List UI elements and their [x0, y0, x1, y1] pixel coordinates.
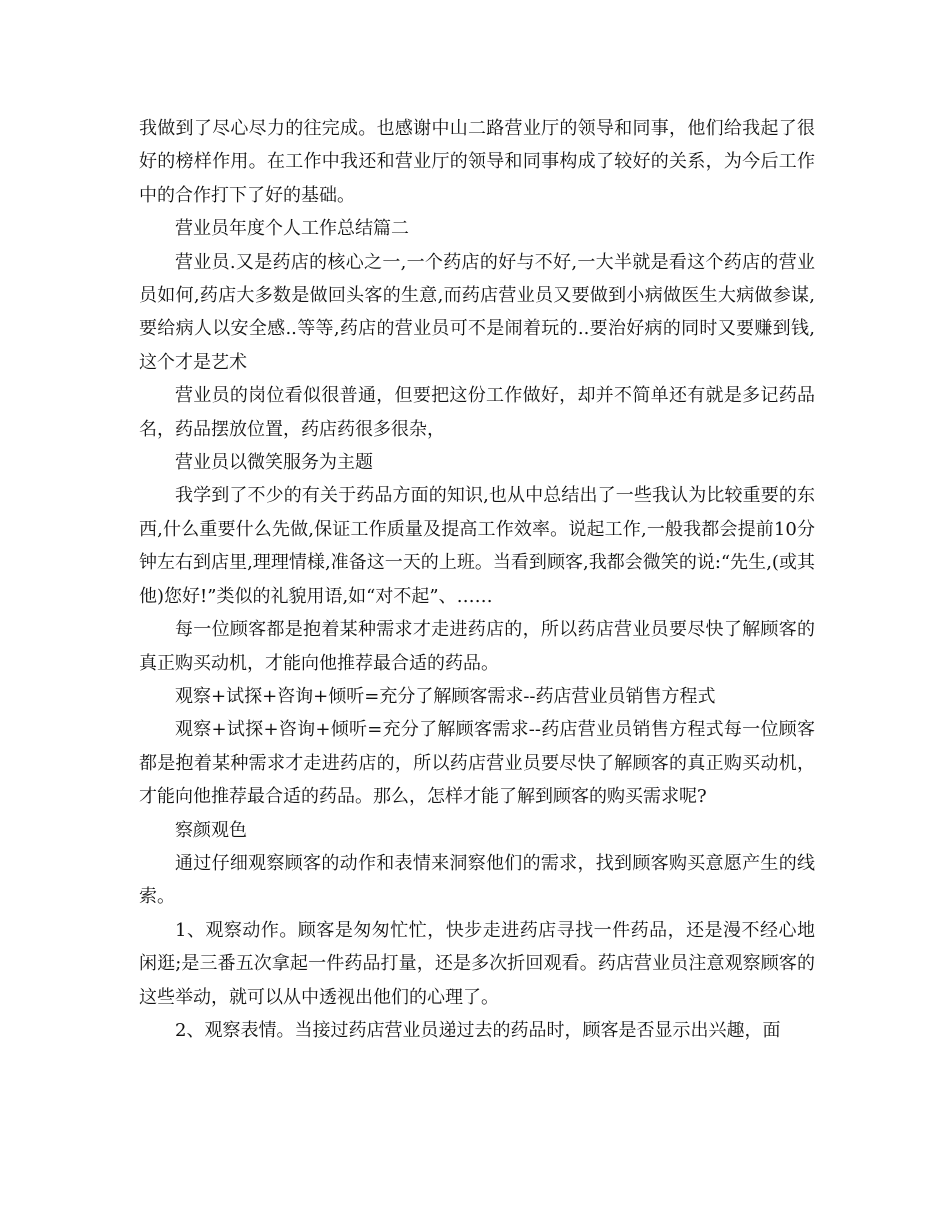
- subheading: 营业员以微笑服务为主题: [175, 452, 373, 474]
- list-item: 2、观察表情。当接过药店营业员递过去的药品时，顾客是否显示出兴趣，面: [175, 1019, 781, 1041]
- paragraph: 我学到了不少的有关于药品方面的知识,也从中总结出了一些我认为比较重要的东西,什么重要什么先做,保证工作质量及提高工作效率。说起工作,一般我都会提前10分钟左右到店里,理理情様,准备这一天的上班。当看到顾客,我都会微笑的说:“先生,(或其他)您好!”类似的礼貌用语,如“对不起”、……: [139, 485, 815, 607]
- paragraph: 通过仔细观察顾客的动作和表情来洞察他们的需求，找到顾客购买意愿产生的线索。: [139, 852, 815, 908]
- paragraph: 营业员.又是药店的核心之一,一个药店的好与不好,一大半就是看这个药店的营业员如何,药店大多数是做回头客的生意,而药店营业员又要做到小病做医生大病做参谋,要给病人以安全感..等等,药店的营业员可不是闹着玩的..要治好病的同时又要赚到钱,这个才是艺术: [139, 251, 815, 373]
- paragraph-continuation: 我做到了尽心尽力的往完成。也感谢中山二路营业厅的领导和同事，他们给我起了很好的榜样作用。在工作中我还和营业厅的领导和同事构成了较好的关系，为今后工作中的合作打下了好的基础。: [139, 118, 815, 206]
- subheading: 观察+试探+咨询+倾听=充分了解顾客需求--药店营业员销售方程式: [175, 685, 716, 707]
- paragraph: 每一位顾客都是抱着某种需求才走进药店的，所以药店营业员要尽快了解顾客的真正购买动机，才能向他推荐最合适的药品。: [139, 619, 815, 674]
- paragraph: 观察+试探+咨询+倾听=充分了解顾客需求--药店营业员销售方程式每一位顾客都是抱着某种需求才走进药店的，所以药店营业员要尽快了解顾客的真正购买动机，才能向他推荐最合适的药品。那么，怎样才能了解到顾客的购买需求呢?: [139, 719, 815, 808]
- subheading: 察颜观色: [175, 819, 247, 841]
- section-heading: 营业员年度个人工作总结篇二: [175, 218, 409, 240]
- document-body: [139, 112, 815, 1047]
- paragraph: 营业员的岗位看似很普通，但要把这份工作做好，却并不简单还有就是多记药品名，药品摆放位置，药店药很多很杂，: [139, 385, 815, 440]
- list-item: 1、观察动作。顾客是匆匆忙忙，快步走进药店寻找一件药品，还是漫不经心地闲逛;是三番五次拿起一件药品打量，还是多次折回观看。药店营业员注意观察顾客的这些举动，就可以从中透视出他们的心理了。: [139, 919, 815, 1008]
